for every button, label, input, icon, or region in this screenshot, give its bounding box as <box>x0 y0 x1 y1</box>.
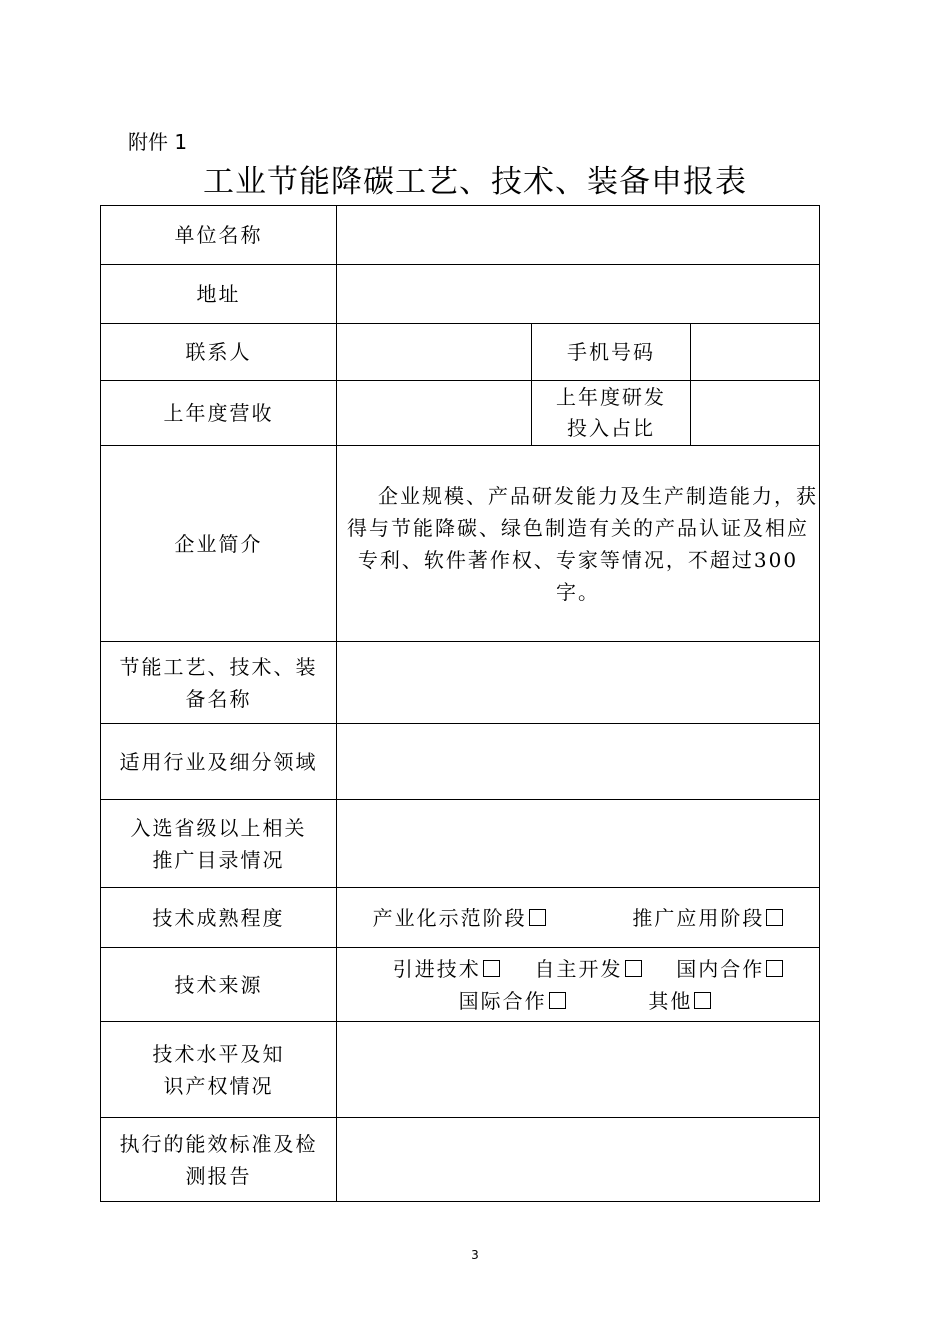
checkbox-icon[interactable] <box>766 960 783 977</box>
source-option-self[interactable]: 自主开发 <box>535 953 642 985</box>
checkbox-icon[interactable] <box>694 992 711 1009</box>
application-form-table <box>100 205 820 1202</box>
source-option-domestic[interactable]: 国内合作 <box>676 953 783 985</box>
checkbox-icon[interactable] <box>766 909 783 926</box>
source-options <box>337 948 820 1022</box>
tech-name-field[interactable] <box>337 642 820 724</box>
revenue-label: 上年度营收 <box>101 381 337 446</box>
revenue-field[interactable] <box>337 381 532 446</box>
mobile-field[interactable] <box>691 324 820 381</box>
maturity-label: 技术成熟程度 <box>101 888 337 948</box>
rd-ratio-field[interactable] <box>691 381 820 446</box>
checkbox-icon[interactable] <box>549 992 566 1009</box>
mobile-label: 手机号码 <box>532 324 691 381</box>
unit-name-field[interactable] <box>337 206 820 265</box>
address-field[interactable] <box>337 265 820 324</box>
contact-field[interactable] <box>337 324 532 381</box>
industry-field[interactable] <box>337 724 820 800</box>
maturity-option-demo[interactable]: 产业化示范阶段 <box>373 902 546 934</box>
checkbox-icon[interactable] <box>483 960 500 977</box>
company-intro-field[interactable]: 企业规模、产品研发能力及生产制造能力，获得与节能降碳、绿色制造有关的产品认证及相应专利、软件著作权、专家等情况，不超过300字。 <box>337 446 820 642</box>
catalog-label: 入选省级以上相关推广目录情况 <box>101 800 337 888</box>
source-label: 技术来源 <box>101 948 337 1022</box>
industry-label: 适用行业及细分领域 <box>101 724 337 800</box>
checkbox-icon[interactable] <box>529 909 546 926</box>
page-number: 3 <box>471 1248 479 1262</box>
form-title: 工业节能降碳工艺、技术、装备申报表 <box>203 164 747 200</box>
address-label: 地址 <box>101 265 337 324</box>
standards-field[interactable] <box>337 1118 820 1202</box>
source-option-international[interactable]: 国际合作 <box>459 985 566 1017</box>
contact-label: 联系人 <box>101 324 337 381</box>
unit-name-label: 单位名称 <box>101 206 337 265</box>
source-option-import[interactable]: 引进技术 <box>393 953 500 985</box>
maturity-options <box>337 888 820 948</box>
maturity-option-promotion[interactable]: 推广应用阶段 <box>632 902 783 934</box>
source-option-other[interactable]: 其他 <box>648 985 711 1017</box>
tech-name-label: 节能工艺、技术、装备名称 <box>101 642 337 724</box>
checkbox-icon[interactable] <box>625 960 642 977</box>
tech-level-label: 技术水平及知识产权情况 <box>101 1022 337 1118</box>
tech-level-field[interactable] <box>337 1022 820 1118</box>
company-intro-label: 企业简介 <box>101 446 337 642</box>
catalog-field[interactable] <box>337 800 820 888</box>
standards-label: 执行的能效标准及检测报告 <box>101 1118 337 1202</box>
attachment-label: 附件 1 <box>128 130 188 154</box>
rd-ratio-label: 上年度研发投入占比 <box>532 381 691 446</box>
